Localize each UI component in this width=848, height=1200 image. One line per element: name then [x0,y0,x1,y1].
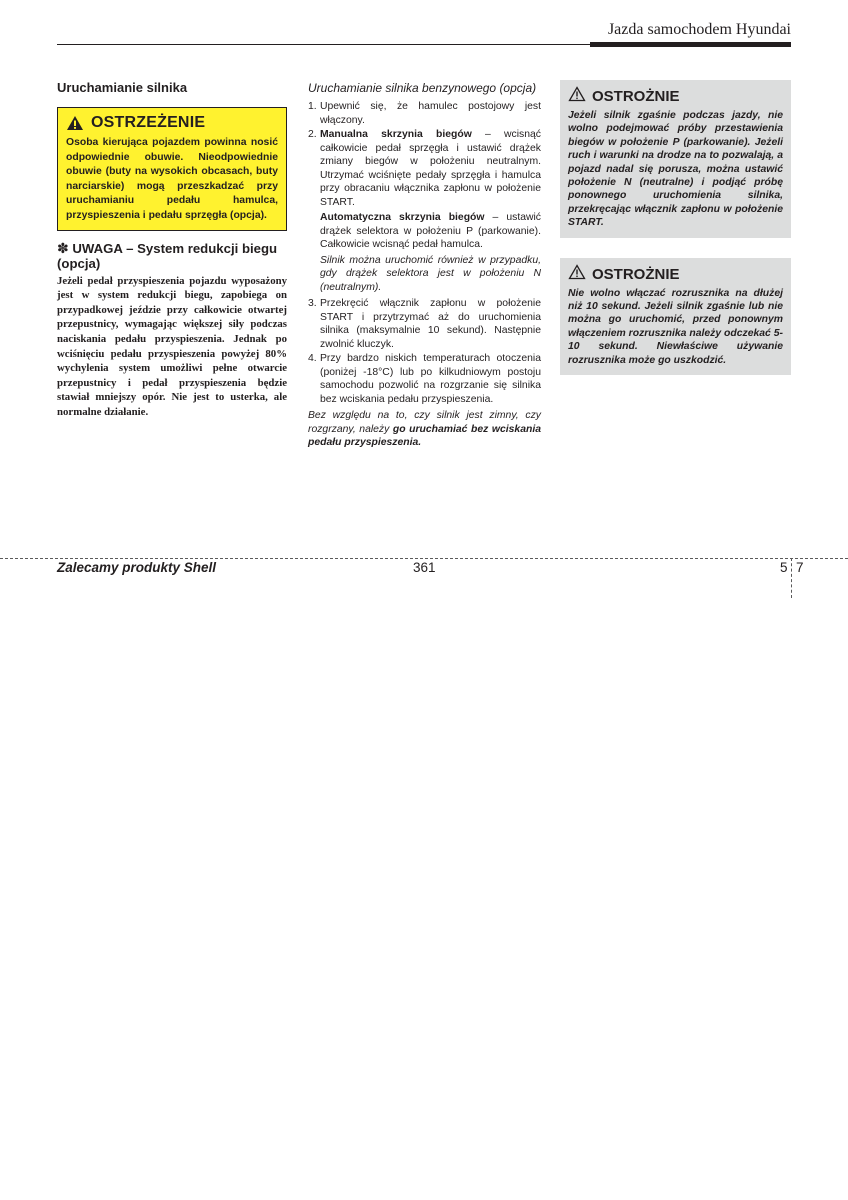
caution-title: OSTROŻNIE [592,265,680,283]
list-item [308,100,541,127]
step-number: 4. [308,353,317,364]
column-middle [308,80,541,450]
warning-triangle-icon [66,115,84,131]
caution-text: Nie wolno włączać rozrusznika na dłużej niż 10 sekund. Jeżeli silnik zgaśnie lub nie można go uruchomić, przed ponownym włączeniem rozrusznika należy odczekać 5-10 sekund. Niewłaściwe używanie rozrusznika może go uszkodzić. [568,287,783,366]
warning-header [66,114,278,132]
chapter-title: Jazda samochodem Hyundai [607,21,791,38]
warning-text: Osoba kierująca pojazdem powinna nosić odpowiednie obuwie. Nieodpowiednie obuwie (buty na wysokich obcasach, buty narciarskie) mogą przeszkadzać przy uruchamianiu pedału hamulca, przyspieszenia i pedału sprzęgła (opcja). [66,137,278,221]
step-text: Przekręcić włącznik zapłonu w położenie START i przytrzymać aż do uruchomienia silnika (maksymalnie 10 sekund). Następnie zwolnić kluczyk. [320,298,541,350]
caution-header [568,264,783,285]
step-number: 3. [308,298,317,309]
auto-label: Automatyczna skrzynia biegów [320,212,485,223]
note-star-icon: ✽ [57,239,69,256]
list-item [308,352,541,406]
caution-header [568,86,783,107]
caution-triangle-icon [568,86,586,107]
auto-paragraph [320,211,541,252]
warning-box [57,107,287,231]
manual-label: Manualna skrzynia biegów [320,129,472,140]
step-body [320,128,541,296]
caution-text: Jeżeli silnik zgaśnie podczas jazdy, nie wolno podejmować próby przestawienia biegów w położenie P (parkowanie). Jeżeli ruch i warunki na drodze na to pozwalają, a pojazd nadal się porusza, można ustawić położenie N (neutralne) i podjąć próbę ponownego uruchomienia silnika, przekręcając włącznik zapłonu w położenie START. [568,110,783,229]
footer-section-page: 7 [796,560,804,575]
subsection-title: Uruchamianie silnika benzynowego (opcja) [308,81,537,95]
note-title-text: UWAGA – System redukcji biegu (opcja) [57,240,278,271]
list-item [308,128,541,296]
column-left [57,80,287,420]
step-text: Przy bardzo niskich temperaturach otoczenia (poniżej -18°C) lub po kilkudniowym postoju samochodu pozwolić na rozgrzanie się silnika bez wciskania pedału przyspieszenia. [320,353,541,405]
caution-triangle-icon [568,264,586,285]
steps-list [308,100,541,406]
header-rule-accent [590,42,791,47]
closing-bold: go uruchamiać bez wciskania pedału przyspieszenia. [308,423,541,448]
caution-box [560,80,791,238]
manual-text: – wcisnąć całkowicie pedał sprzęgła i ustawić drążek zmiany biegów w położeniu neutralnym. Utrzymać wciśnięte pedały sprzęgła i hamulca przy obracaniu włącznika zapłonu w położenie START. [320,129,541,208]
closing-note [308,409,541,450]
manual-paragraph [320,128,541,209]
note-text: Jeżeli pedał przyspieszenia pojazdu wyposażony jest w system redukcji biegu, zapobiega on przypadkowej jeździe przy całkowicie otwartej przepustnicy, wymagając większej siły podczas naciskania pedału przyspieszenia. Jednak po wciśnięciu pedału przyspieszenia powyżej 80% wychylenia system umożliwi pełne otwarcie przepustnicy i pedał przyspieszenia będzie stawiał mniejszy opór. Nie jest to usterka, ale normalne działanie. [57,274,287,418]
footer-page-divider [791,558,792,598]
warning-title: OSTRZEŻENIE [91,114,206,131]
footer-divider [0,558,848,559]
footer-slogan: Zalecamy produkty Shell [57,560,217,575]
step-number: 1. [308,101,317,112]
section-title: Uruchamianie silnika [57,80,188,95]
footer-page-number: 361 [413,560,436,575]
column-right [560,80,791,375]
step-italic-note: Silnik można uruchomić również w przypadku, gdy drążek selektora jest w położeniu N (neutralnym). [320,254,541,293]
caution-title: OSTROŻNIE [592,88,680,105]
footer-section-number: 5 [780,560,788,575]
caution-box [560,258,791,375]
step-number: 2. [308,129,317,140]
step-text: Upewnić się, że hamulec postojowy jest włączony. [320,101,541,126]
auto-text: – ustawić drążek selektora w położeniu P (parkowanie). Całkowicie wcisnąć pedał hamulca. [320,212,541,250]
list-item [308,297,541,351]
closing-italic: Bez względu na to, czy silnik jest zimny, czy rozgrzany, należy [308,410,541,435]
note-title [57,241,287,271]
